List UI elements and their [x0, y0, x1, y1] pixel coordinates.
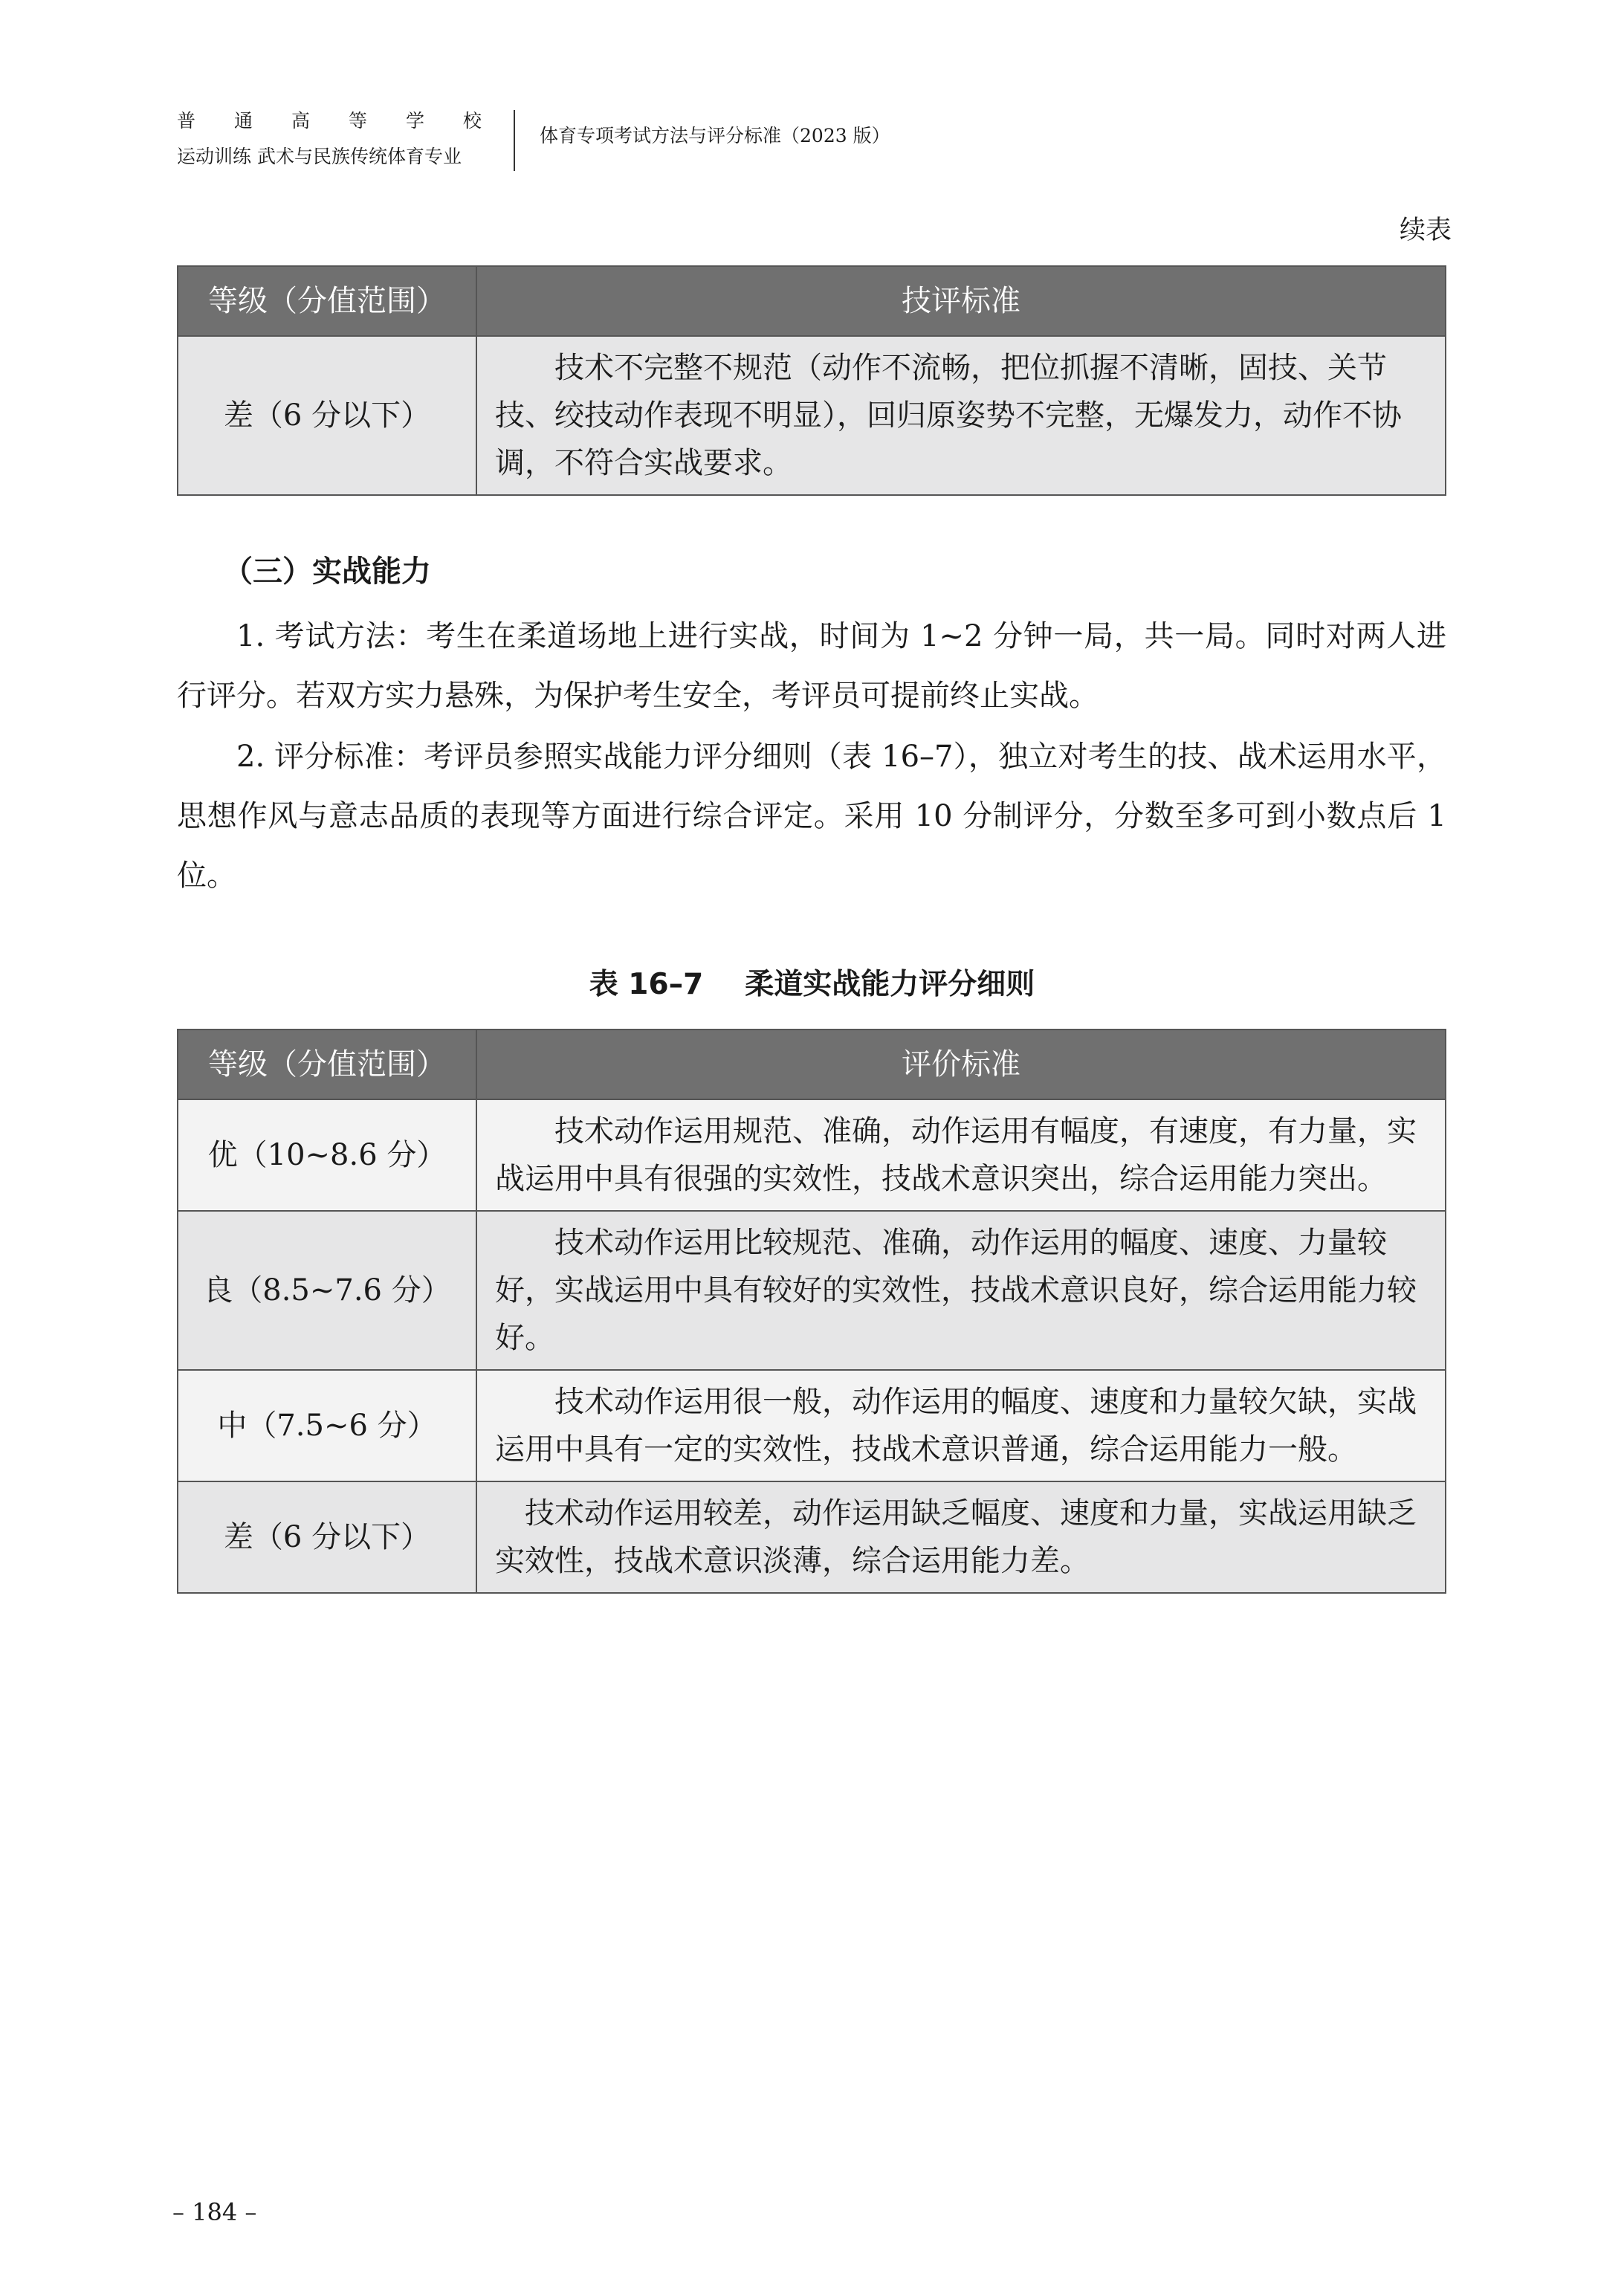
table-caption	[0, 966, 1624, 1003]
header-school-char: 学	[405, 110, 424, 132]
grade-criteria: 技术动作运用规范、准确，动作运用有幅度，有速度，有力量，实战运用中具有很强的实效性，技战术意识突出，综合运用能力突出。	[476, 1099, 1446, 1211]
table-row	[178, 1211, 1446, 1370]
column-header-criteria: 技评标准	[476, 266, 1446, 336]
table-row	[178, 336, 1446, 495]
table-number: 表 16–7	[589, 968, 704, 1001]
grade-level: 良（8.5~7.6 分）	[178, 1211, 476, 1370]
header-school-char: 高	[291, 110, 310, 132]
header-major: 运动训练 武术与民族传统体育专业	[177, 146, 462, 167]
section-heading: （三）实战能力	[223, 554, 431, 589]
technique-criteria-table	[177, 265, 1446, 496]
grade-criteria: 技术动作运用较差，动作运用缺乏幅度、速度和力量，实战运用缺乏实效性，技战术意识淡薄，综合运用能力差。	[476, 1481, 1446, 1593]
header-school-char: 普	[177, 110, 196, 132]
table-header-row	[178, 266, 1446, 336]
header-school-char: 等	[348, 110, 367, 132]
header-school-char: 校	[462, 110, 482, 132]
column-header-level: 等级（分值范围）	[178, 1030, 476, 1099]
table-row	[178, 1099, 1446, 1211]
page-number: – 184 –	[172, 2198, 257, 2226]
column-header-level: 等级（分值范围）	[178, 266, 476, 336]
table-row	[178, 1481, 1446, 1593]
grade-level: 差（6 分以下）	[178, 1481, 476, 1593]
header-school	[177, 110, 482, 132]
paragraph-scoring-standard: 2. 评分标准：考评员参照实战能力评分细则（表 16–7），独立对考生的技、战术运用水平，思想作风与意志品质的表现等方面进行综合评定。采用 10 分制评分，分数至多可到小数点后 1 位。	[177, 740, 1446, 893]
header-divider	[514, 110, 515, 171]
grade-criteria: 技术不完整不规范（动作不流畅，把位抓握不清晰，固技、关节技、绞技动作表现不明显），回归原姿势不完整，无爆发力，动作不协调，不符合实战要求。	[476, 336, 1446, 495]
header-school-char: 通	[233, 110, 253, 132]
table-header-row	[178, 1030, 1446, 1099]
header-book-title: 体育专项考试方法与评分标准（2023 版）	[540, 125, 890, 146]
continued-label: 续表	[1399, 216, 1452, 245]
combat-ability-table	[177, 1029, 1446, 1594]
table-row	[178, 1370, 1446, 1481]
table-title: 柔道实战能力评分细则	[745, 968, 1035, 1001]
grade-criteria: 技术动作运用很一般，动作运用的幅度、速度和力量较欠缺，实战运用中具有一定的实效性，技战术意识普通，综合运用能力一般。	[476, 1370, 1446, 1481]
column-header-criteria: 评价标准	[476, 1030, 1446, 1099]
paragraph-exam-method: 1. 考试方法：考生在柔道场地上进行实战，时间为 1~2 分钟一局，共一局。同时对两人进行评分。若双方实力悬殊，为保护考生安全，考评员可提前终止实战。	[177, 619, 1446, 713]
grade-level: 中（7.5~6 分）	[178, 1370, 476, 1481]
grade-level: 优（10~8.6 分）	[178, 1099, 476, 1211]
grade-criteria: 技术动作运用比较规范、准确，动作运用的幅度、速度、力量较好，实战运用中具有较好的实效性，技战术意识良好，综合运用能力较好。	[476, 1211, 1446, 1370]
header-left	[177, 110, 519, 168]
grade-level: 差（6 分以下）	[178, 336, 476, 495]
